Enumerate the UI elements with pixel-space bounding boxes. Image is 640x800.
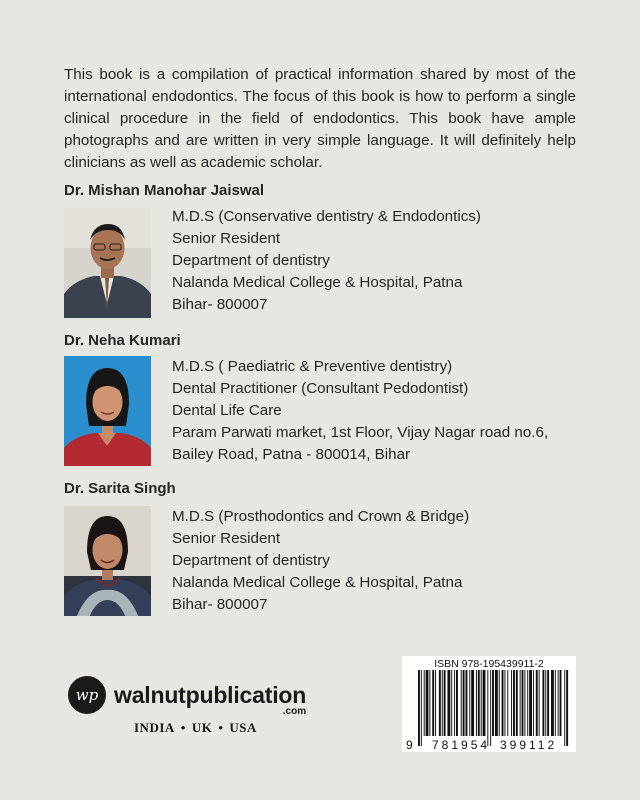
publisher-logo [68,676,307,717]
barcode-bar [547,670,549,736]
barcode-bar [492,670,494,736]
barcode-bar [454,670,455,736]
barcode-bar [435,670,436,736]
barcode-bar [522,670,524,736]
region-separator: • [218,720,224,735]
barcode-bar [555,670,556,736]
barcode-bar [439,670,441,736]
region-india: INDIA [134,720,175,735]
publisher-name [114,681,307,717]
book-description: This book is a compilation of practical information shared by most of the international endodontics. The focus of this book is how to perform a single clinical procedure in the field of endodontics. This book have ample photographs and are written in very simple language. It will definitely help clinicians as well as academic scholar. [64,66,576,171]
author-details-2 [172,356,548,466]
author-photo-2 [64,356,151,466]
author-1-line-5: Bihar- 800007 [172,296,268,313]
barcode-bar [560,670,562,736]
author-1-line-2: Senior Resident [172,230,281,247]
barcode-bar [424,670,425,736]
barcode-bar [483,670,486,736]
author-1-line-3: Department of dentistry [172,252,330,269]
author-2-line-4: Param Parwati market, 1st Floor, Vijay Nagar road no.6, [172,424,549,441]
region-uk: UK [191,720,213,735]
author-details-1 [172,206,481,316]
barcode-bar [487,670,488,746]
barcode-digits-left: 781954 [432,738,491,752]
publisher-name-text: walnutpublication [114,681,307,708]
author-photo-3 [64,506,151,616]
barcode-digit-first: 9 [406,738,413,752]
isbn-barcode [402,656,576,752]
author-3-line-1: M.D.S (Prosthodontics and Crown & Bridge) [172,508,470,525]
publisher-regions [134,720,257,736]
isbn-label: ISBN 978-195439911-2 [434,658,544,670]
barcode-bar [466,670,468,736]
walnut-logo-icon: wp [68,676,106,714]
author-3-line-4: Nalanda Medical College & Hospital, Patna [172,574,463,591]
author-name-1: Dr. Mishan Manohar Jaiswal [64,182,265,199]
barcode-bar [527,670,528,736]
barcode-bar [524,670,525,736]
barcode-bar [507,670,508,736]
author-1-line-4: Nalanda Medical College & Hospital, Patna [172,274,463,291]
barcode-digits-right: 399112 [500,738,558,752]
barcode-bar [558,670,559,736]
author-3-line-5: Bihar- 800007 [172,596,268,613]
publisher-domain-suffix: .com [282,705,307,717]
barcode-bar [529,670,532,736]
barcode-bar [471,670,474,736]
barcode-bar [542,670,544,736]
barcode-bar [490,670,491,746]
region-separator: • [180,720,186,735]
author-2-line-1: M.D.S ( Paediatric & Preventive dentistry) [172,358,453,375]
author-2-line-3: Dental Life Care [172,402,282,419]
barcode-bar [499,670,500,736]
barcode-bar [551,670,554,736]
region-usa: USA [229,720,257,735]
barcode-bar [451,670,452,736]
barcode-bar [511,670,512,736]
barcode-bar [476,670,477,736]
barcode-bar [495,670,498,736]
author-3-line-3: Department of dentistry [172,552,330,569]
barcode-bar [516,670,518,736]
barcode-bar [536,670,538,736]
barcode-bar [418,670,420,746]
author-name-3: Dr. Sarita Singh [64,480,176,497]
author-details-3 [172,506,469,616]
barcode-bar [421,670,422,746]
author-3-line-2: Senior Resident [172,530,281,547]
barcode-bar [545,670,546,736]
barcode-bar [481,670,482,736]
author-2-line-2: Dental Practitioner (Consultant Pedodontist) [172,380,469,397]
barcode-bar [426,670,429,736]
barcode-bar [539,670,540,736]
author-2-line-5: Bailey Road, Patna - 800014, Bihar [172,446,411,463]
barcode-bar [442,670,443,736]
barcode-bar [566,670,568,746]
barcode-bar [432,670,434,736]
barcode-bar [469,670,470,736]
barcode-bar [520,670,521,736]
barcode-bar [564,670,565,746]
barcode-bar [502,670,504,736]
barcode-bar [447,670,450,736]
author-name-2: Dr. Neha Kumari [64,332,181,349]
barcode-bar [429,670,430,736]
barcode-bar [513,670,515,736]
barcode-bar [504,670,505,736]
author-photo-1 [64,208,151,318]
barcode-bar [533,670,534,736]
barcode-bar [463,670,465,736]
barcode-bar [478,670,480,736]
author-1-line-1: M.D.S (Conservative dentistry & Endodontics) [172,208,481,225]
barcode-bar [461,670,462,736]
barcode-bar [444,670,446,736]
barcode-bar [456,670,458,736]
